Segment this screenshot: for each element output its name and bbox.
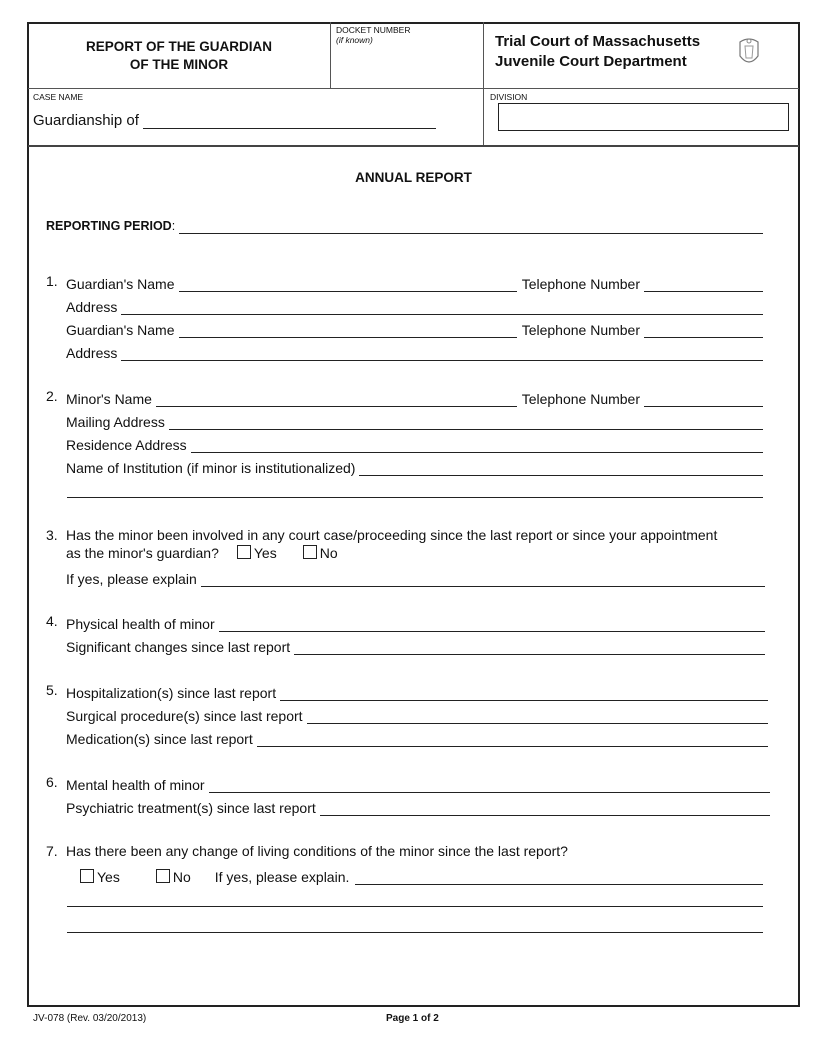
- physical-health-label: Physical health of minor: [66, 616, 215, 632]
- telephone-label: Telephone Number: [521, 391, 640, 407]
- q7-number: 7.: [46, 843, 58, 859]
- q3-yes-option[interactable]: [237, 545, 277, 561]
- yes-label: Yes: [97, 869, 120, 885]
- docket-label: DOCKET NUMBER: [336, 25, 411, 35]
- form-id: JV-078 (Rev. 03/20/2013): [33, 1013, 147, 1024]
- hospitalization-field[interactable]: [280, 686, 768, 701]
- changes-row: [66, 639, 765, 655]
- divider: [330, 22, 331, 88]
- changes-field[interactable]: [294, 640, 765, 655]
- mailing-row: [66, 414, 763, 430]
- q5-number: 5.: [46, 682, 58, 698]
- minor-name-row: [66, 391, 763, 407]
- address-label: Address: [66, 345, 118, 361]
- q3-answer-row: [66, 545, 338, 561]
- q3-yes-checkbox[interactable]: [237, 545, 251, 559]
- yes-label: Yes: [253, 545, 277, 561]
- q7-answer-row: [80, 869, 763, 885]
- residence-address-field[interactable]: [191, 438, 763, 453]
- reporting-period-field[interactable]: [179, 219, 763, 234]
- form-title-line1: REPORT OF THE GUARDIAN: [85, 39, 272, 54]
- physical-health-field[interactable]: [219, 617, 765, 632]
- docket-hint: (if known): [336, 35, 373, 45]
- division-label: DIVISION: [490, 92, 528, 102]
- physical-row: [66, 616, 765, 632]
- q4-number: 4.: [46, 613, 58, 629]
- no-label: No: [172, 869, 191, 885]
- hosp-row: [66, 685, 768, 701]
- case-name-label: CASE NAME: [33, 92, 84, 102]
- q3-question: Has the minor been involved in any court case/proceeding since the last report or since your appointment: [66, 527, 718, 543]
- mental-health-field[interactable]: [209, 778, 770, 793]
- guardian2-row: [66, 322, 763, 338]
- divider: [483, 22, 484, 146]
- institution-field-continued[interactable]: [67, 497, 763, 498]
- institution-row: [66, 460, 763, 476]
- q2-number: 2.: [46, 388, 58, 404]
- mailing-address-label: Mailing Address: [66, 414, 165, 430]
- psychiatric-field[interactable]: [320, 801, 770, 816]
- q6-number: 6.: [46, 774, 58, 790]
- q7-explain-field[interactable]: [355, 870, 763, 885]
- q7-explain-field-line2[interactable]: [67, 906, 763, 907]
- guardian-name-label: Guardian's Name: [66, 322, 175, 338]
- guardian1-row: [66, 276, 763, 292]
- address-label: Address: [66, 299, 118, 315]
- form-title-line2: OF THE MINOR: [129, 57, 229, 72]
- med-row: [66, 731, 768, 747]
- q3-explain-field[interactable]: [201, 572, 765, 587]
- annual-report-heading: ANNUAL REPORT: [355, 170, 472, 185]
- division-field[interactable]: [498, 103, 789, 131]
- q7-question: Has there been any change of living conditions of the minor since the last report?: [66, 843, 568, 859]
- colon: :: [171, 219, 176, 233]
- guardian2-address-field[interactable]: [121, 346, 763, 361]
- q3-no-option[interactable]: [303, 545, 338, 561]
- mental-health-label: Mental health of minor: [66, 777, 205, 793]
- q3-explain-row: [66, 571, 765, 587]
- guardianship-label: Guardianship of: [33, 112, 139, 129]
- surg-row: [66, 708, 768, 724]
- court-name: Trial Court of Massachusetts: [495, 33, 701, 50]
- surgical-label: Surgical procedure(s) since last report: [66, 708, 303, 724]
- minor-name-label: Minor's Name: [66, 391, 152, 407]
- guardian-name-label: Guardian's Name: [66, 276, 175, 292]
- reporting-period-row: [46, 218, 763, 234]
- guardian2-telephone-field[interactable]: [644, 323, 763, 338]
- no-label: No: [319, 545, 338, 561]
- explain-label: If yes, please explain.: [214, 869, 350, 885]
- explain-label: If yes, please explain: [66, 571, 197, 587]
- residence-address-label: Residence Address: [66, 437, 187, 453]
- q7-no-option[interactable]: [156, 869, 191, 885]
- medication-label: Medication(s) since last report: [66, 731, 253, 747]
- telephone-label: Telephone Number: [521, 276, 640, 292]
- guardian2-address-row: [66, 345, 763, 361]
- docket-number-field[interactable]: [332, 48, 482, 86]
- guardian1-address-field[interactable]: [121, 300, 763, 315]
- mental-row: [66, 777, 770, 793]
- guardian2-name-field[interactable]: [179, 323, 517, 338]
- psychiatric-label: Psychiatric treatment(s) since last report: [66, 800, 316, 816]
- mailing-address-field[interactable]: [169, 415, 763, 430]
- divider: [28, 88, 799, 89]
- q7-no-checkbox[interactable]: [156, 869, 170, 883]
- guardian1-address-row: [66, 299, 763, 315]
- institution-field[interactable]: [359, 461, 763, 476]
- psych-row: [66, 800, 770, 816]
- guardian1-name-field[interactable]: [179, 277, 517, 292]
- q3-question-cont: as the minor's guardian?: [66, 545, 219, 561]
- minor-name-field[interactable]: [156, 392, 517, 407]
- q3-number: 3.: [46, 527, 58, 543]
- hospitalization-label: Hospitalization(s) since last report: [66, 685, 277, 701]
- form-title: [28, 38, 330, 74]
- institution-label: Name of Institution (if minor is institutionalized): [66, 460, 356, 476]
- court-department: Juvenile Court Department: [495, 53, 687, 70]
- divider: [28, 145, 799, 147]
- guardianship-of-field[interactable]: [143, 114, 436, 129]
- q1-number: 1.: [46, 273, 58, 289]
- q7-explain-field-line3[interactable]: [67, 932, 763, 933]
- q7-yes-checkbox[interactable]: [80, 869, 94, 883]
- reporting-period-label: REPORTING PERIOD: [46, 219, 172, 233]
- page-number: Page 1 of 2: [386, 1013, 439, 1024]
- medication-field[interactable]: [257, 732, 768, 747]
- changes-label: Significant changes since last report: [66, 639, 291, 655]
- q7-yes-option[interactable]: [80, 869, 120, 885]
- surgical-field[interactable]: [307, 709, 768, 724]
- q3-no-checkbox[interactable]: [303, 545, 317, 559]
- telephone-label: Telephone Number: [521, 322, 640, 338]
- guardian1-telephone-field[interactable]: [644, 277, 763, 292]
- massachusetts-seal-icon: [736, 36, 762, 68]
- minor-telephone-field[interactable]: [644, 392, 763, 407]
- guardianship-row: [33, 113, 436, 129]
- residence-row: [66, 437, 763, 453]
